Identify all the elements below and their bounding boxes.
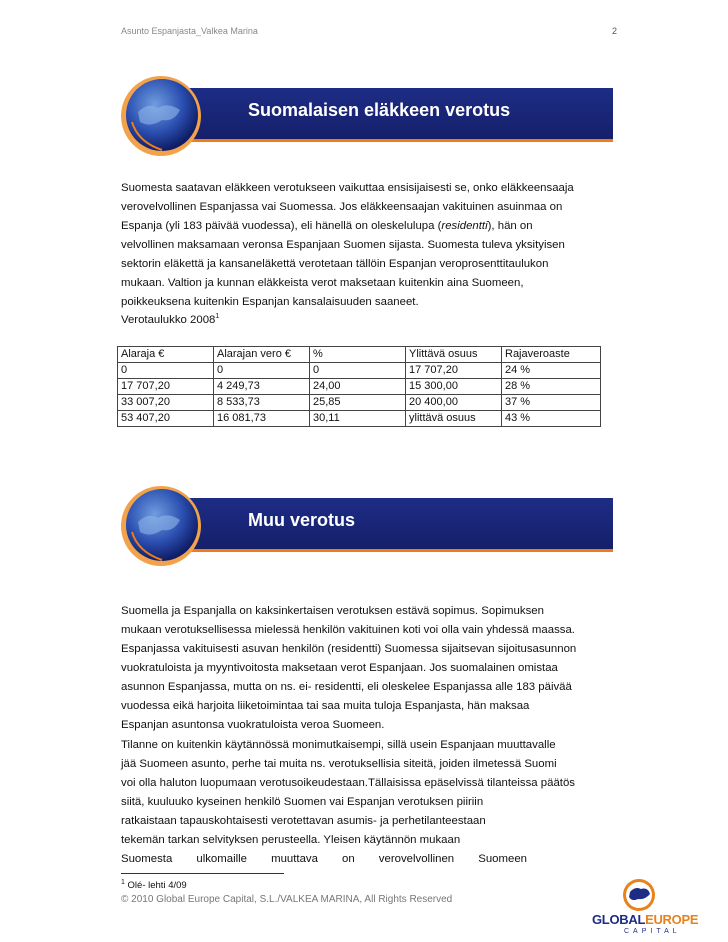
section2-paragraph-1	[121, 602, 613, 735]
section-banner-1	[118, 72, 613, 158]
section2-paragraph-2	[121, 736, 613, 869]
table-row: 33 007,20 8 533,73 25,85 20 400,00 37 %	[118, 395, 601, 411]
text-line: vuokratuloista ja myyntivoitosta maksetaan verot Espanjaan. Jos suomalainen omistaa	[121, 662, 558, 674]
text-line: mukaan verotuksellisessa mielessä henkilön vakituinen koti voi olla vain yhdessä maassa.	[121, 624, 575, 636]
text-line: velvollinen maksamaan veronsa Espanjaan Suomen sijasta. Suomesta tuleva yksityisen	[121, 239, 565, 251]
globe-logo-icon	[620, 878, 658, 912]
table-row: 53 407,20 16 081,73 30,11 ylittävä osuus 43 %	[118, 411, 601, 427]
text-line: Tilanne on kuitenkin käytännössä monimutkaisempi, sillä usein Espanjaan muuttavalle	[121, 739, 556, 751]
copyright-notice: © 2010 Global Europe Capital, S.L./VALKEA MARINA, All Rights Reserved	[121, 894, 453, 905]
header-cell: Alaraja €	[118, 347, 214, 363]
global-europe-logo	[592, 878, 712, 938]
header-cell: %	[310, 347, 406, 363]
text-line: Espanja (yli 183 päivää vuodessa), eli hänellä on oleskelulupa (residentti), hän on	[121, 220, 533, 232]
text-line: tekemän tarkan selvityksen perusteella. Yleisen käytännön mukaan	[121, 834, 461, 846]
banner-bar	[160, 88, 613, 142]
banner-bar	[160, 498, 613, 552]
table-label: Verotaulukko 2008$^1$	[121, 313, 220, 326]
footnote-divider	[121, 873, 284, 874]
page-number: 2	[611, 26, 617, 36]
text-line: sektorin eläkettä ja kansaneläkettä verotetaan tällöin Espanjan veroprosenttitaulukon	[121, 258, 549, 270]
section-banner-2	[118, 482, 613, 568]
footnote: $^1$ Olé- lehti 4/09	[121, 879, 187, 892]
globe-icon	[118, 72, 204, 158]
header-cell: Rajaveroaste	[502, 347, 601, 363]
document-title: Asunto Espanjasta_Valkea Marina	[121, 26, 258, 36]
text-line: siitä, kuuluuko kyseinen henkilö Suomen vai Espanjan verotuksen piiriin	[121, 796, 484, 808]
table-row: 0 0 0 17 707,20 24 %	[118, 363, 601, 379]
logo-subtitle: CAPITAL	[624, 928, 681, 935]
text-line: jää Suomeen asunto, perhe tai muita ns. verotuksellisia siteitä, joiden ilmetessä Suomi	[121, 758, 557, 770]
table-header-row	[118, 347, 601, 363]
text-line: Espanjassa vakituisesti asuvan henkilön (residentti) Suomessa sijaitsevan sijoitusasunnon	[121, 643, 577, 655]
text-line: poikkeuksena kuitenkin Espanjan kansalaisuuden saaneet.	[121, 296, 419, 308]
section-title: Suomalaisen eläkkeen verotus	[248, 100, 511, 120]
text-line: voi olla haluton luopumaan verotusoikeudestaan.Tällaisissa epäselvissä tilanteissa päätös	[121, 777, 576, 789]
section-title: Muu verotus	[248, 510, 356, 530]
text-line: vuodessa eikä harjoita liiketoimintaa tai saa muita tuloja Espanjasta, hän maksaa	[121, 700, 530, 712]
text-line: asunnon Espanjassa, mutta on ns. ei- residentti, eli oleskelee Espanjassa alle 183 päivää	[121, 681, 572, 693]
header-cell: Alarajan vero €	[214, 347, 310, 363]
logo-wordmark: GLOBALEUROPE	[592, 912, 699, 927]
text-line: Suomesta ulkomaille muuttava on verovelvollinen Suomeen	[121, 853, 527, 865]
page-header	[121, 26, 617, 40]
tax-table	[117, 346, 601, 427]
italic-term: residentti	[441, 220, 488, 232]
table-row: 17 707,20 4 249,73 24,00 15 300,00 28 %	[118, 379, 601, 395]
header-cell: Ylittävä osuus	[406, 347, 502, 363]
text-line: Suomesta saatavan eläkkeen verotukseen vaikuttaa ensisijaisesti se, onko eläkkeensaaja	[121, 182, 574, 194]
text-line: mukaan. Valtion ja kunnan eläkkeista verot maksetaan kuitenkin aina Suomeen,	[121, 277, 524, 289]
globe-icon	[118, 482, 204, 568]
section1-paragraph	[121, 179, 613, 312]
text-line: ratkaistaan tapauskohtaisesti verotettavan asumis- ja perhetilanteestaan	[121, 815, 486, 827]
text-line: Espanjan asuntonsa vuokratuloista veroa Suomeen.	[121, 719, 385, 731]
text-line: verovelvollinen Espanjassa vai Suomessa. Jos eläkkeensaajan vakituinen asuinmaa on	[121, 201, 563, 213]
text-line: Suomella ja Espanjalla on kaksinkertaisen verotuksen estävä sopimus. Sopimuksen	[121, 605, 544, 617]
